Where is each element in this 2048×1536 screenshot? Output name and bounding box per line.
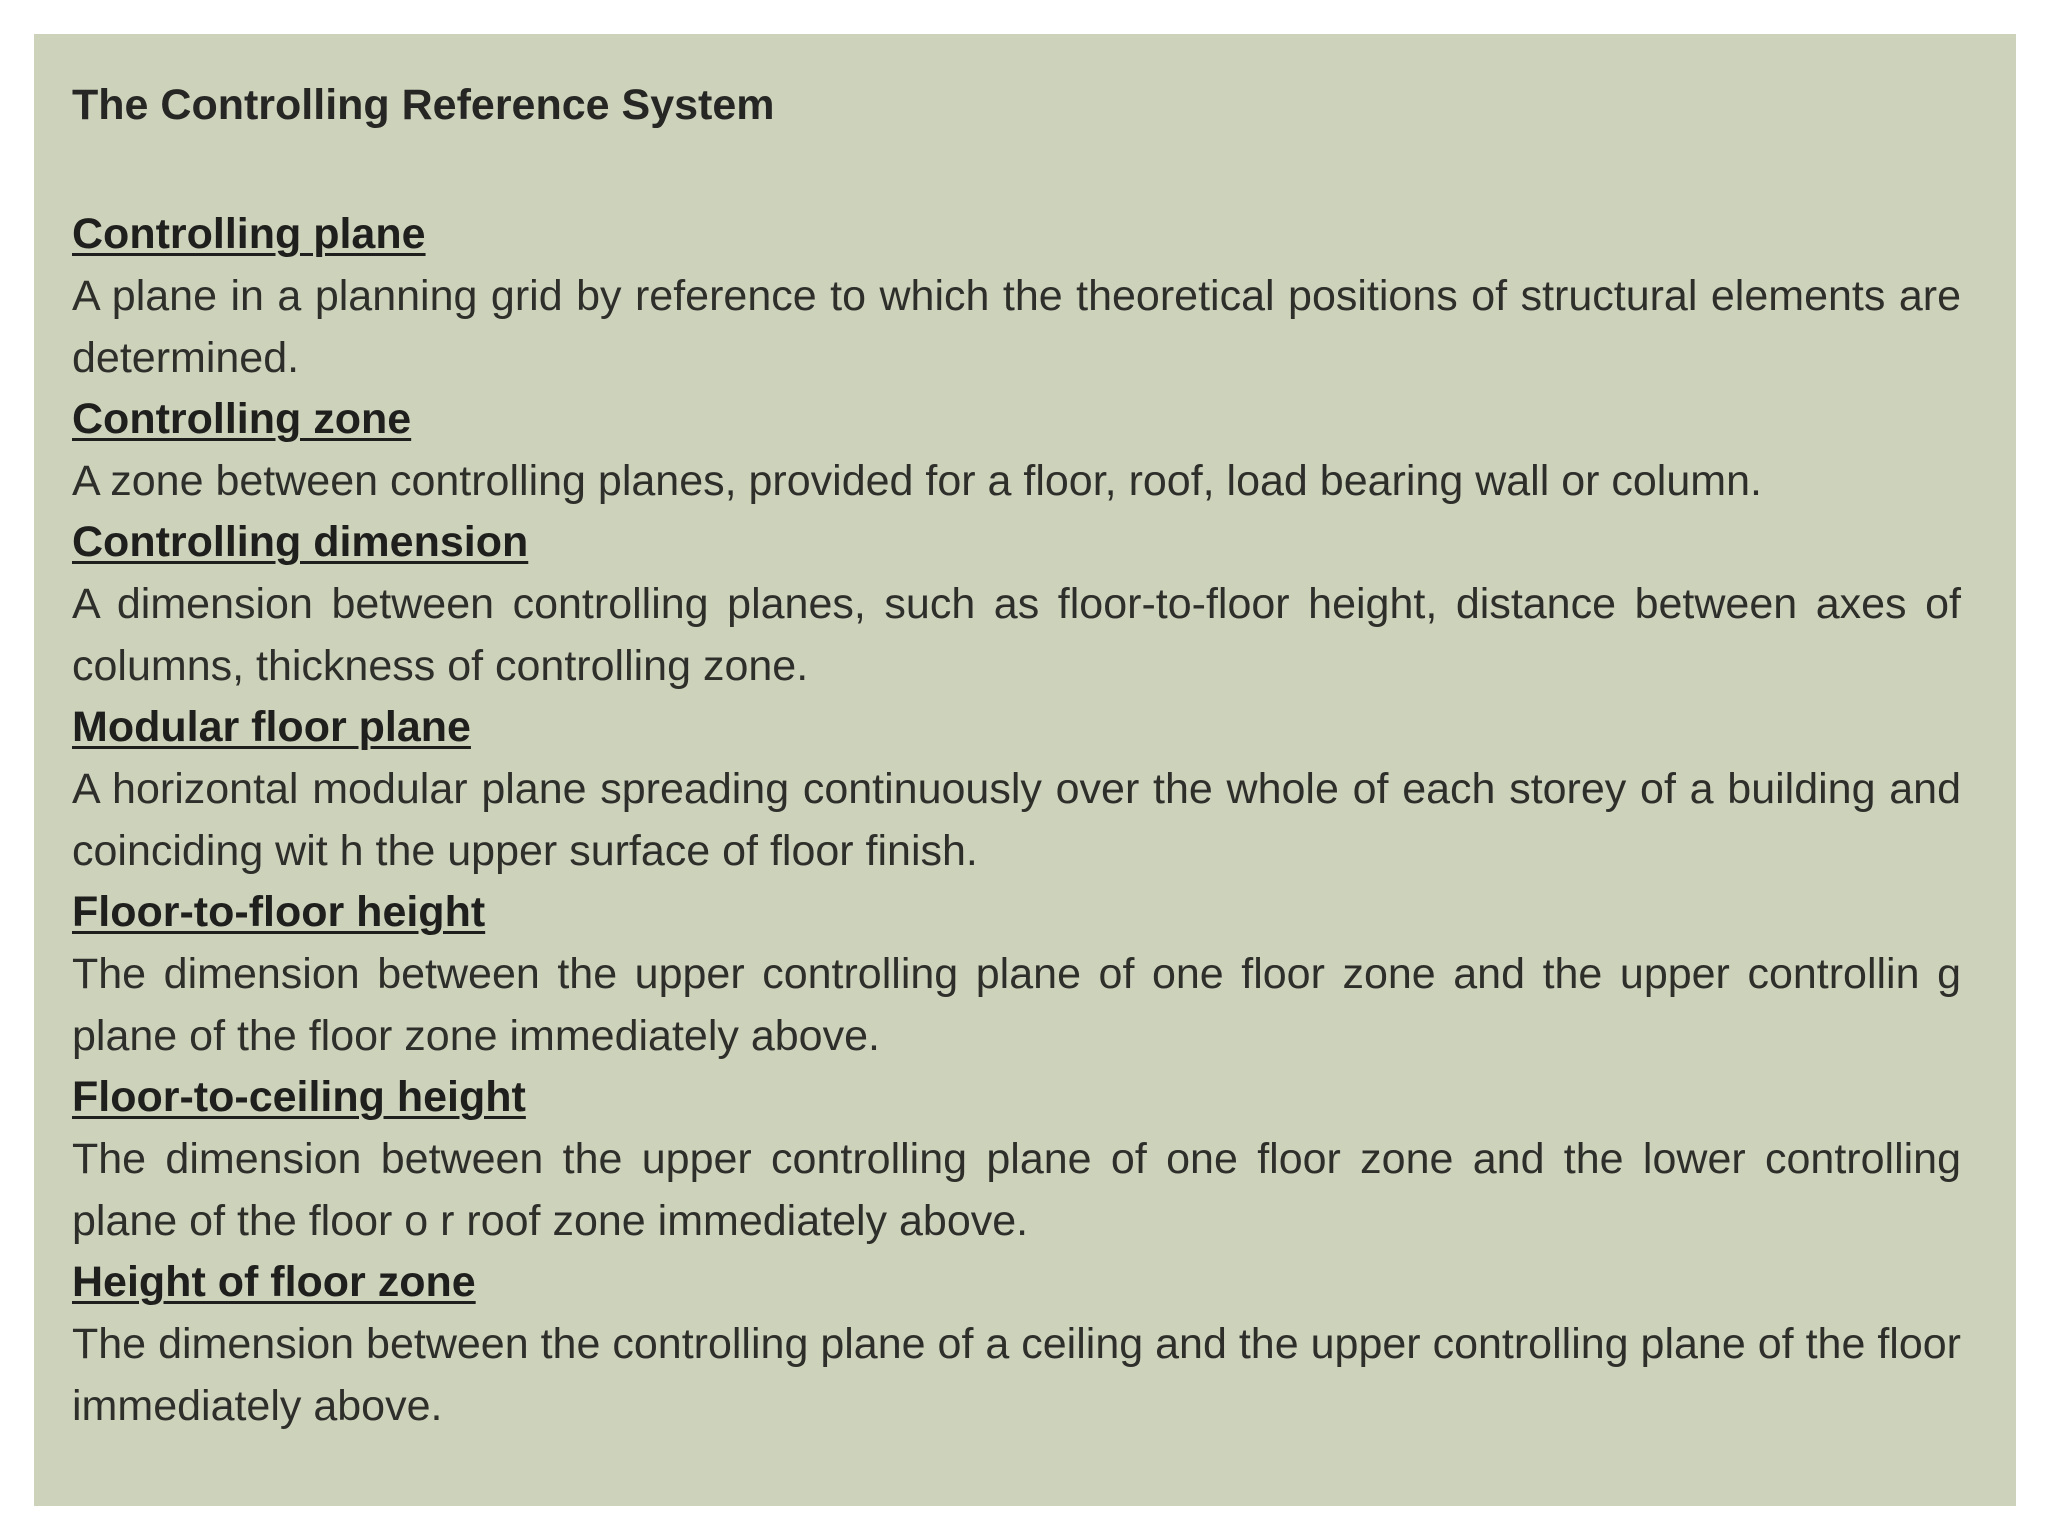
term-heading: Controlling zone [72, 394, 412, 443]
glossary-entry-controlling-dimension [72, 512, 1961, 697]
term-heading: Controlling plane [72, 209, 426, 258]
glossary-entry-controlling-plane [72, 204, 1961, 389]
term-definition: A dimension between controlling planes, such as floor-to-floor height, distance between axes of columns, thickness of controlling zone. [72, 579, 1961, 690]
glossary-entry-controlling-zone [72, 389, 1961, 512]
term-heading: Floor-to-ceiling height [72, 1072, 526, 1121]
glossary-entry-modular-floor-plane [72, 697, 1961, 882]
term-definition: The dimension between the upper controlling plane of one floor zone and the upper controllin g plane of the floor zone immediately above. [72, 949, 1961, 1060]
slide-panel [34, 34, 2016, 1506]
glossary-entry-height-of-floor-zone [72, 1252, 1961, 1437]
glossary-entry-floor-to-floor-height [72, 882, 1961, 1067]
term-definition: The dimension between the controlling plane of a ceiling and the upper controlling plane of the floor immediately above. [72, 1319, 1961, 1430]
glossary-entry-floor-to-ceiling-height [72, 1067, 1961, 1252]
slide-title: The Controlling Reference System [72, 81, 775, 129]
term-definition: A plane in a planning grid by reference to which the theoretical positions of structural elements are determined. [72, 271, 1961, 382]
term-heading: Modular floor plane [72, 702, 471, 751]
term-definition: A horizontal modular plane spreading continuously over the whole of each storey of a building and coinciding wit h the upper surface of floor finish. [72, 764, 1961, 875]
term-heading: Controlling dimension [72, 517, 529, 566]
term-heading: Height of floor zone [72, 1257, 476, 1306]
term-definition: The dimension between the upper controlling plane of one floor zone and the lower controlling plane of the floor o r roof zone immediately above. [72, 1134, 1961, 1245]
term-definition: A zone between controlling planes, provided for a floor, roof, load bearing wall or column. [72, 456, 1762, 505]
term-heading: Floor-to-floor height [72, 887, 486, 936]
